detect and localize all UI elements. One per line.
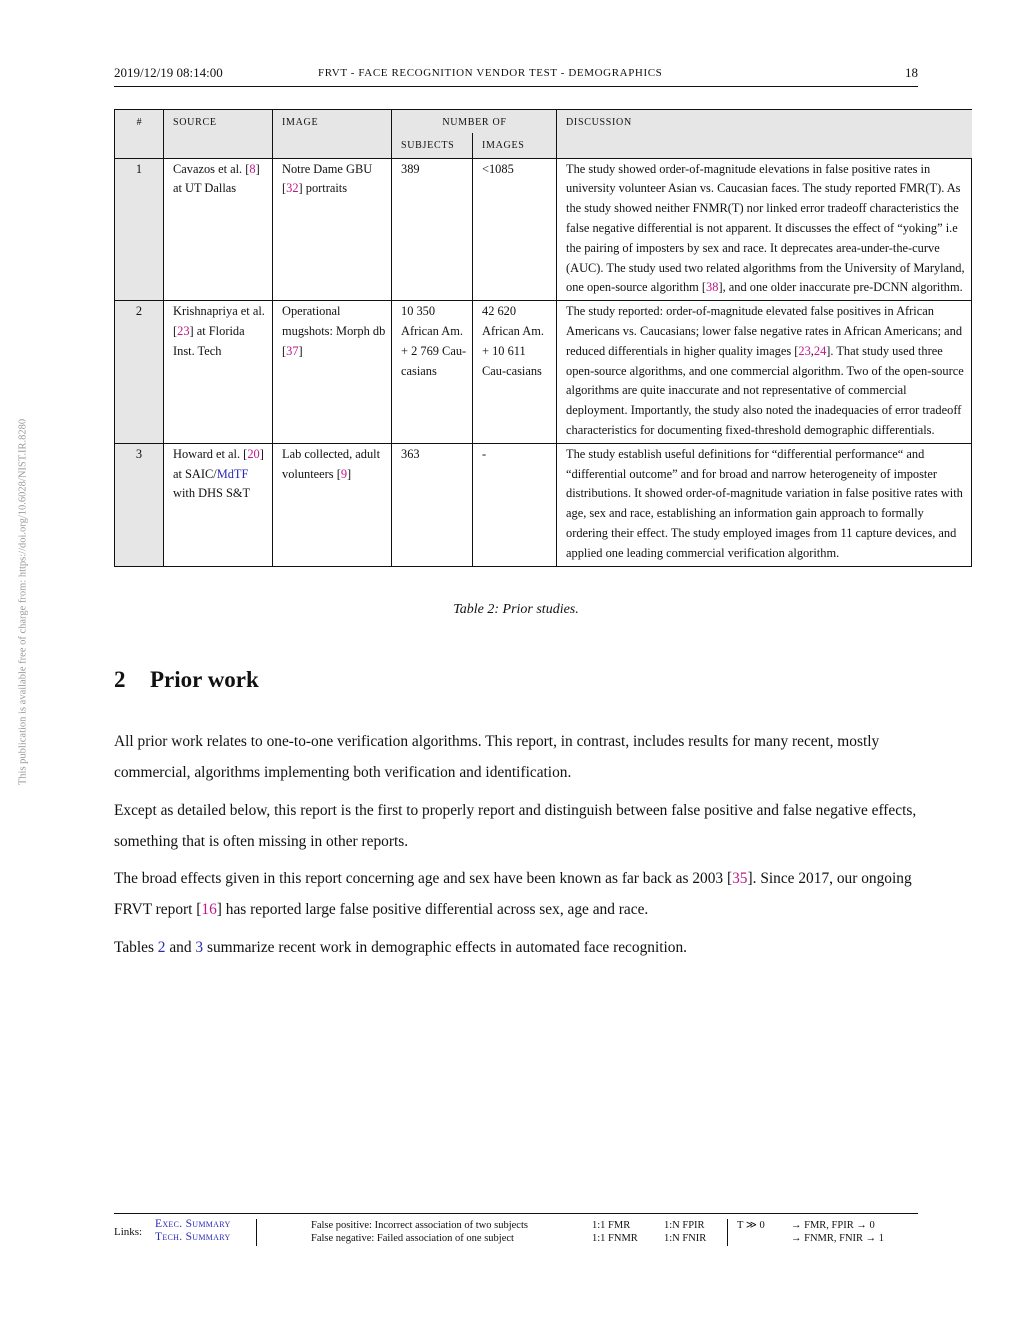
col-header-image: IMAGE (273, 110, 392, 159)
paragraph: The broad effects given in this report concerning age and sex have been known as far back as 2003 [35]. Since 2017, our ongoing FRVT report [16] has reported large false positive differential across sex, age and race. (114, 870, 912, 918)
row-image: Notre Dame GBU [32] portraits (273, 158, 392, 301)
footer-links (155, 1218, 231, 1244)
mdtf-link[interactable]: MdTF (216, 466, 249, 481)
row-subjects: 10 350 African Am. + 2 769 Cau-casians (392, 301, 473, 444)
col-header-subjects: SUBJECTS (392, 133, 473, 158)
fmr-label: 1:1 FMR (592, 1220, 631, 1231)
footer-divider (727, 1219, 728, 1246)
threshold-label: T ≫ 0 (737, 1220, 765, 1231)
row-discussion: The study showed order-of-magnitude elevations in false positive rates in university volunteer Asian vs. Caucasian faces. The study reported FMR(T). As the study showed neither FNMR(T) nor linked error tradeoff characteristics the false negative differential is not apparent. It discusses the effect of “yoking” i.e the pairing of imposters by sex and race. It deprecates area-under-the-curve (AUC). The study used two related algorithms from the University of Maryland, one open-source algorithm [38], and one older inaccurate pre-DCNN algorithm. (557, 158, 972, 301)
false-positive-definition: False positive: Incorrect association of two subjects (311, 1220, 528, 1231)
row-source: Howard et al. [20] at SAIC/MdTF with DHS S&T (164, 443, 273, 566)
footer-identification-metrics (664, 1219, 706, 1245)
table-ref-link[interactable]: 3 (195, 939, 204, 956)
paragraph: Except as detailed below, this report is the first to properly report and distinguish between false positive and false negative effects, something that is often missing in other reports. (114, 802, 917, 850)
citation-link[interactable]: 24 (813, 343, 827, 358)
citation-link[interactable]: 32 (286, 181, 299, 196)
table-ref-link[interactable]: 2 (157, 939, 166, 956)
citation-link[interactable]: 35 (732, 870, 748, 887)
row-subjects: 389 (392, 158, 473, 301)
row-images: <1085 (473, 158, 557, 301)
row-image: Lab collected, adult volunteers [9] (273, 443, 392, 566)
false-negative-definition: False negative: Failed association of one subject (311, 1233, 514, 1244)
col-header-discussion: DISCUSSION (557, 110, 972, 159)
table-row (115, 301, 972, 444)
row-image: Operational mugshots: Morph db [37] (273, 301, 392, 444)
row-images: 42 620 African Am. + 10 611 Cau-casians (473, 301, 557, 444)
footer-verification-metrics (592, 1219, 638, 1245)
row-discussion: The study reported: order-of-magnitude elevated false positives in African Americans vs. Caucasians; lower false negative rates in African Americans; and reduced differentials in higher quality images [23,24]. That study used three open-source algorithms, and one commercial algorithm. Two of the open-source algorithms are quite inaccurate and not representative of commercial deployment. Importantly, the study also noted the inadequacies of error tradeoff characteristics for documenting fixed-threshold demographic differentials. (557, 301, 972, 444)
row-subjects: 363 (392, 443, 473, 566)
citation-link[interactable]: 23 (798, 343, 811, 358)
footer-definitions (311, 1219, 528, 1245)
header-date: 2019/12/19 08:14:00 (114, 65, 223, 80)
page-header (114, 64, 918, 87)
citation-link[interactable]: 38 (706, 280, 719, 295)
fnmr-label: 1:1 FNMR (592, 1233, 638, 1244)
citation-link[interactable]: 20 (247, 446, 260, 461)
col-header-images: IMAGES (473, 133, 557, 158)
citation-link[interactable]: 23 (177, 323, 190, 338)
row-images: - (473, 443, 557, 566)
exec-summary-link[interactable]: Exec. Summary (155, 1218, 231, 1230)
citation-link[interactable]: 9 (340, 466, 348, 481)
col-header-number-of: NUMBER OF (392, 110, 557, 133)
row-number: 1 (115, 158, 164, 301)
false-positive-limit: → FMR, FPIR → 0 (791, 1220, 875, 1231)
table-caption: Table 2: Prior studies. (453, 602, 579, 617)
sidebar-note-text: This publication is available free of charge from: https://doi.org/10.6028/NIST.IR.8280 (17, 418, 29, 786)
col-header-source: SOURCE (164, 110, 273, 159)
page-footer (114, 1213, 918, 1250)
citation-link[interactable]: 16 (201, 901, 217, 918)
page-number: 18 (905, 65, 918, 80)
row-number: 3 (115, 443, 164, 566)
footer-limits (791, 1219, 884, 1245)
prior-studies-table (114, 109, 972, 567)
citation-link[interactable]: 37 (286, 343, 299, 358)
section-title: Prior work (150, 667, 259, 692)
paragraph: Tables 2 and 3 summarize recent work in demographic effects in automated face recognition. (114, 939, 688, 956)
footer-links-label: Links: (114, 1226, 143, 1238)
row-discussion: The study establish useful definitions for “differential performance“ and “differential outcome” and for broad and narrow heterogeneity of imposter distributions. It showed order-of-magnitude variation in false positive rates with age, sex and race, establishing an information gain approach to formally ordering their effect. The study employed images from 11 capture devices, and applied one leading commercial verification algorithm. (557, 443, 972, 566)
table-row (115, 443, 972, 566)
paragraph: All prior work relates to one-to-one verification algorithms. This report, in contrast, includes results for many recent, mostly commercial, algorithms implementing both verification and identification. (114, 733, 880, 781)
fnir-label: 1:N FNIR (664, 1233, 707, 1244)
row-source: Cavazos et al. [8] at UT Dallas (164, 158, 273, 301)
footer-divider (256, 1219, 257, 1246)
row-number: 2 (115, 301, 164, 444)
citation-link[interactable]: 8 (249, 161, 256, 176)
row-source: Krishnapriya et al. [23] at Florida Inst. Tech (164, 301, 273, 444)
table-row (115, 158, 972, 301)
col-header-num: # (115, 110, 164, 159)
section-heading (114, 667, 259, 693)
fpir-label: 1:N FPIR (664, 1220, 705, 1231)
false-negative-limit: → FNMR, FNIR → 1 (791, 1233, 885, 1244)
header-title: FRVT - FACE RECOGNITION VENDOR TEST - DEMOGRAPHICS (318, 67, 663, 79)
tech-summary-link[interactable]: Tech. Summary (155, 1231, 231, 1243)
section-number: 2 (114, 667, 126, 692)
